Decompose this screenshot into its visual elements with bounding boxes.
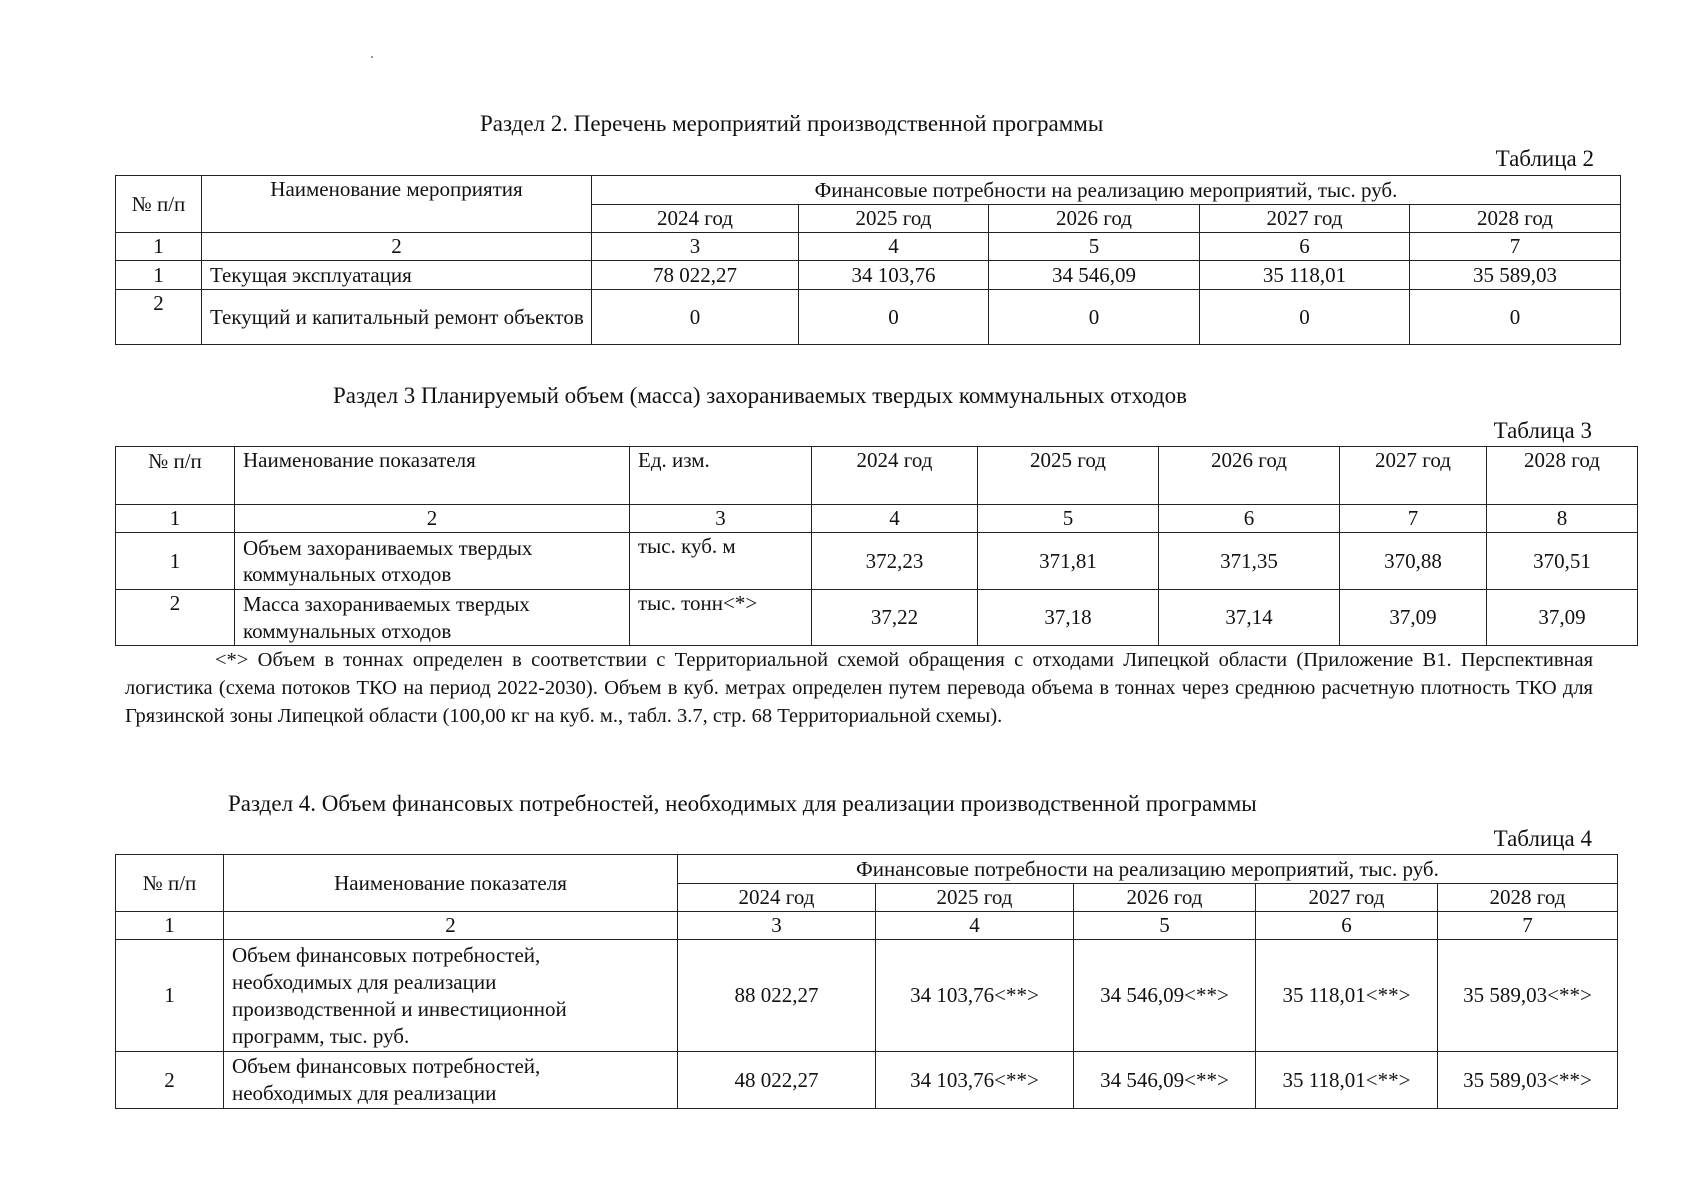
section3-title: Раздел 3 Планируемый объем (масса) захораниваемых твердых коммунальных отходов: [333, 383, 1187, 408]
year-header: 2027 год: [1200, 205, 1410, 233]
row-name: Текущий и капитальный ремонт объектов: [202, 290, 592, 345]
index-cell: 6: [1200, 233, 1410, 261]
year-header: 2025 год: [876, 884, 1074, 912]
row-no: 2: [116, 290, 202, 345]
footnote-text: <*> Объем в тоннах определен в соответствии с Территориальной схемой обращения с отходами Липецкой области (Приложение В1. Перспективная логистика (схема потоков ТКО на период 2022-2030). Объем в куб. метрах определен путем перевода объема в тоннах через среднюю расчетную плотность ТКО для Грязинской зоны Липецкой области (100,00 кг на куб. м., табл. 3.7, стр. 68 Территориальной схемы).: [125, 649, 1593, 727]
index-cell: 5: [978, 505, 1159, 533]
row-value: 0: [989, 290, 1200, 345]
index-cell: 2: [235, 505, 630, 533]
index-cell: 3: [630, 505, 812, 533]
row-unit: тыс. куб. м: [630, 533, 812, 590]
row-value: 0: [592, 290, 799, 345]
index-row: [116, 912, 1618, 940]
row-value: 370,51: [1487, 533, 1638, 590]
row-value: 78 022,27: [592, 261, 799, 290]
table-2: [115, 175, 1621, 345]
year-header: 2024 год: [678, 884, 876, 912]
index-cell: 1: [116, 505, 235, 533]
row-value: 35 589,03: [1410, 261, 1621, 290]
row-value: 34 546,09: [989, 261, 1200, 290]
row-no: 2: [116, 590, 235, 646]
section2-table-label: Таблица 2: [1495, 146, 1594, 171]
index-cell: 4: [876, 912, 1074, 940]
index-row: [116, 505, 1638, 533]
row-value: 34 103,76: [799, 261, 989, 290]
row-no: 1: [116, 940, 224, 1052]
year-header: 2024 год: [812, 447, 978, 505]
index-cell: 5: [1074, 912, 1256, 940]
index-cell: 7: [1438, 912, 1618, 940]
col-header-no: № п/п: [116, 855, 224, 912]
row-value: 37,18: [978, 590, 1159, 646]
row-value: 0: [1410, 290, 1621, 345]
row-value: 34 103,76<**>: [876, 1052, 1074, 1109]
index-cell: 1: [116, 233, 202, 261]
col-header-name: Наименование мероприятия: [202, 176, 592, 233]
index-cell: 2: [202, 233, 592, 261]
index-cell: 5: [989, 233, 1200, 261]
row-value: 372,23: [812, 533, 978, 590]
year-header: 2028 год: [1438, 884, 1618, 912]
row-value: 0: [799, 290, 989, 345]
table-row: [116, 1052, 1618, 1109]
footnote: [125, 646, 1593, 730]
section3-table-label: Таблица 3: [1493, 418, 1592, 443]
year-header: 2027 год: [1340, 447, 1487, 505]
index-cell: 1: [116, 912, 224, 940]
year-header: 2026 год: [1074, 884, 1256, 912]
index-cell: 7: [1340, 505, 1487, 533]
year-header: 2026 год: [989, 205, 1200, 233]
row-value: 37,09: [1487, 590, 1638, 646]
row-name: Текущая эксплуатация: [202, 261, 592, 290]
year-header: 2026 год: [1159, 447, 1340, 505]
row-name: Объем захораниваемых твердых коммунальных отходов: [235, 533, 630, 590]
row-value: 35 118,01: [1200, 261, 1410, 290]
table-4: [115, 854, 1618, 1109]
col-header-name: Наименование показателя: [235, 447, 630, 505]
section4-title: Раздел 4. Объем финансовых потребностей, необходимых для реализации производственной программы: [228, 791, 1257, 816]
row-no: 1: [116, 533, 235, 590]
year-header: 2027 год: [1256, 884, 1438, 912]
row-name: Масса захораниваемых твердых коммунальных отходов: [235, 590, 630, 646]
row-value: 35 589,03<**>: [1438, 940, 1618, 1052]
row-value: 37,22: [812, 590, 978, 646]
row-value: 37,14: [1159, 590, 1340, 646]
year-header: 2025 год: [978, 447, 1159, 505]
table-row: [116, 590, 1638, 646]
row-value: 371,35: [1159, 533, 1340, 590]
row-value: 370,88: [1340, 533, 1487, 590]
table-3: [115, 446, 1638, 646]
index-cell: 3: [592, 233, 799, 261]
table-row: [116, 290, 1621, 345]
row-name: Объем финансовых потребностей, необходимых для реализации: [224, 1052, 678, 1109]
row-unit: тыс. тонн<*>: [630, 590, 812, 646]
year-header: 2028 год: [1410, 205, 1621, 233]
col-header-no: № п/п: [116, 447, 235, 505]
row-value: 34 103,76<**>: [876, 940, 1074, 1052]
col-header-name: Наименование показателя: [224, 855, 678, 912]
table-row: [116, 533, 1638, 590]
row-value: 0: [1200, 290, 1410, 345]
section2-title: Раздел 2. Перечень мероприятий производственной программы: [480, 111, 1104, 136]
row-no: 1: [116, 261, 202, 290]
col-header-group: Финансовые потребности на реализацию мероприятий, тыс. руб.: [678, 855, 1618, 884]
row-no: 2: [116, 1052, 224, 1109]
year-header: 2024 год: [592, 205, 799, 233]
index-cell: 7: [1410, 233, 1621, 261]
year-header: 2028 год: [1487, 447, 1638, 505]
row-value: 35 118,01<**>: [1256, 940, 1438, 1052]
index-cell: 2: [224, 912, 678, 940]
row-value: 34 546,09<**>: [1074, 1052, 1256, 1109]
index-row: [116, 233, 1621, 261]
table-row: [116, 261, 1621, 290]
index-cell: 6: [1256, 912, 1438, 940]
row-name: Объем финансовых потребностей, необходимых для реализации производственной и инвестиционной программ, тыс. руб.: [224, 940, 678, 1052]
index-cell: 4: [812, 505, 978, 533]
index-cell: 8: [1487, 505, 1638, 533]
row-value: 35 589,03<**>: [1438, 1052, 1618, 1109]
col-header-no: № п/п: [116, 176, 202, 233]
row-value: 88 022,27: [678, 940, 876, 1052]
index-cell: 4: [799, 233, 989, 261]
index-cell: 3: [678, 912, 876, 940]
row-value: 35 118,01<**>: [1256, 1052, 1438, 1109]
year-header: 2025 год: [799, 205, 989, 233]
scan-speck: [371, 56, 373, 58]
index-cell: 6: [1159, 505, 1340, 533]
section4-table-label: Таблица 4: [1493, 826, 1592, 851]
col-header-group: Финансовые потребности на реализацию мероприятий, тыс. руб.: [592, 176, 1621, 205]
row-value: 48 022,27: [678, 1052, 876, 1109]
row-value: 371,81: [978, 533, 1159, 590]
table-row: [116, 940, 1618, 1052]
row-value: 34 546,09<**>: [1074, 940, 1256, 1052]
col-header-unit: Ед. изм.: [630, 447, 812, 505]
row-value: 37,09: [1340, 590, 1487, 646]
